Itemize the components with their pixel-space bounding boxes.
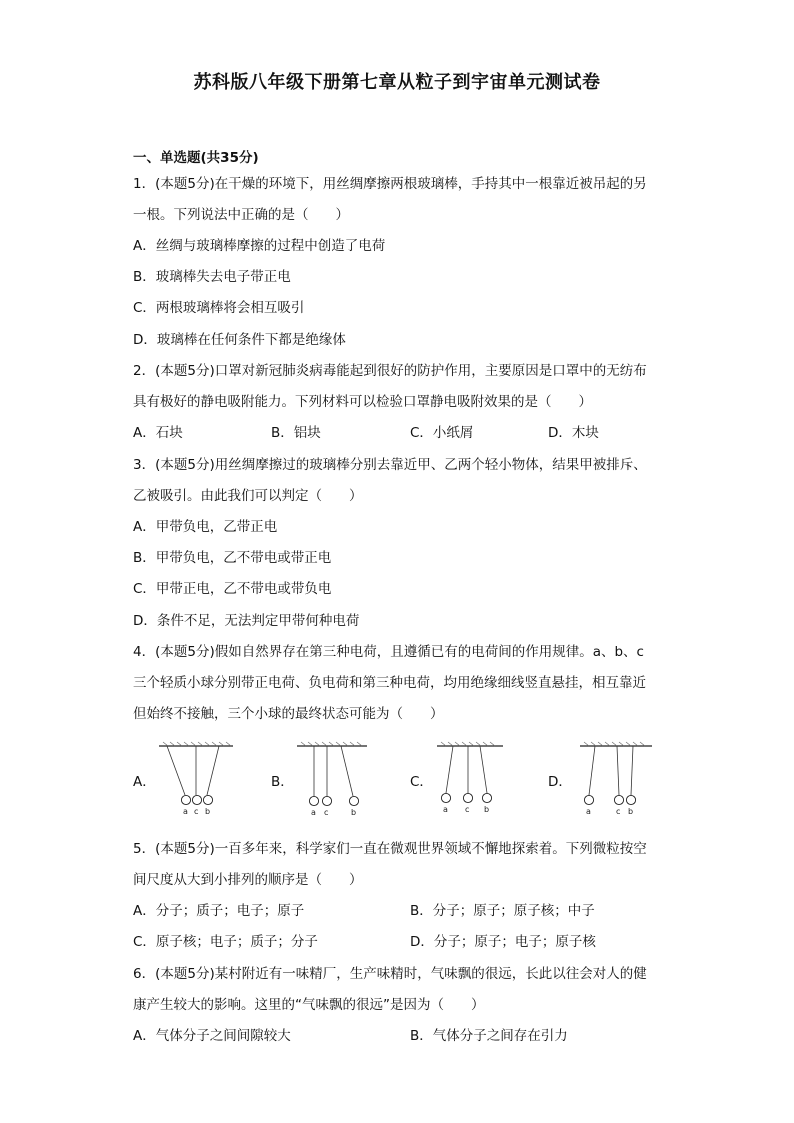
figD-label-b: b [628,807,634,816]
q2-option-c: C．小纸屑 [410,425,474,441]
figA-label-b: b [205,807,211,816]
q4-stem-line2: 三个轻质小球分别带正电荷、负电荷和第三种电荷，均用绝缘细线竖直悬挂，相互靠近 [133,675,646,691]
figC-label-b: b [484,805,490,814]
q3-option-b: B．甲带负电，乙不带电或带正电 [133,550,332,566]
q4-option-a: A． [133,774,156,790]
q6-stem-line1: 6．(本题5分)某村附近有一味精厂，生产味精时，气味飘的很远，长此以往会对人的健 [133,966,647,982]
q2-stem-line1: 2．(本题5分)口罩对新冠肺炎病毒能起到很好的防护作用，主要原因是口罩中的无纺布 [133,363,647,379]
q1-option-d: D．玻璃棒在任何条件下都是绝缘体 [133,332,346,348]
q2-stem-line2: 具有极好的静电吸附能力。下列材料可以检验口罩静电吸附效果的是（ ） [133,394,592,410]
figA-label-c: c [194,807,199,816]
q5-stem-line1: 5．(本题5分)一百多年来，科学家们一直在微观世界领域不懈地探索着。下列微粒按空 [133,841,647,857]
figB-label-a: a [311,808,316,817]
q4-option-b: B． [271,774,294,790]
q1-option-b: B．玻璃棒失去电子带正电 [133,269,291,285]
q5-stem-line2: 间尺度从大到小排列的顺序是（ ） [133,872,363,888]
q4-option-d: D． [548,774,572,790]
q3-stem-line1: 3．(本题5分)用丝绸摩擦过的玻璃棒分别去靠近甲、乙两个轻小物体，结果甲被排斥、 [133,457,647,473]
q1-stem-line1: 1．(本题5分)在干燥的环境下，用丝绸摩擦两根玻璃棒，手持其中一根靠近被吊起的另 [133,176,647,192]
q2-option-d: D．木块 [548,425,599,441]
q6-option-b: B．气体分子之间存在引力 [410,1028,568,1044]
figA-label-a: a [183,807,188,816]
pendulum-figure-b [295,738,377,820]
q6-stem-line2: 康产生较大的影响。这里的“气味飘的很远”是因为（ ） [133,997,485,1013]
figB-label-b: b [351,808,357,817]
q2-option-b: B．铝块 [271,425,321,441]
q1-option-c: C．两根玻璃棒将会相互吸引 [133,300,305,316]
page-title: 苏科版八年级下册第七章从粒子到宇宙单元测试卷 [193,72,601,93]
q4-stem-line3: 但始终不接触，三个小球的最终状态可能为（ ） [133,706,444,722]
figD-label-a: a [586,807,591,816]
figD-label-c: c [616,807,621,816]
section-heading: 一、单选题(共35分) [133,150,259,166]
q5-option-c: C．原子核；电子；质子；分子 [133,934,318,950]
q1-stem-line2: 一根。下列说法中正确的是（ ） [133,207,349,223]
q5-option-a: A．分子；质子；电子；原子 [133,903,305,919]
q2-option-a: A．石块 [133,425,183,441]
q4-option-c: C． [410,774,433,790]
q3-stem-line2: 乙被吸引。由此我们可以判定（ ） [133,488,363,504]
q1-option-a: A．丝绸与玻璃棒摩擦的过程中创造了电荷 [133,238,386,254]
pendulum-figure-c [435,738,517,820]
q4-stem-line1: 4．(本题5分)假如自然界存在第三种电荷，且遵循已有的电荷间的作用规律。a、b、c [133,644,644,660]
q5-option-b: B．分子；原子；原子核；中子 [410,903,595,919]
figC-label-c: c [465,805,470,814]
q3-option-a: A．甲带负电，乙带正电 [133,519,278,535]
pendulum-figure-a [155,738,237,820]
q3-option-d: D．条件不足，无法判定甲带何种电荷 [133,613,360,629]
q6-option-a: A．气体分子之间间隙较大 [133,1028,291,1044]
figB-label-c: c [324,808,329,817]
figC-label-a: a [443,805,448,814]
q3-option-c: C．甲带正电，乙不带电或带负电 [133,581,332,597]
pendulum-figure-d [578,738,660,820]
q5-option-d: D．分子；原子；电子；原子核 [410,934,596,950]
